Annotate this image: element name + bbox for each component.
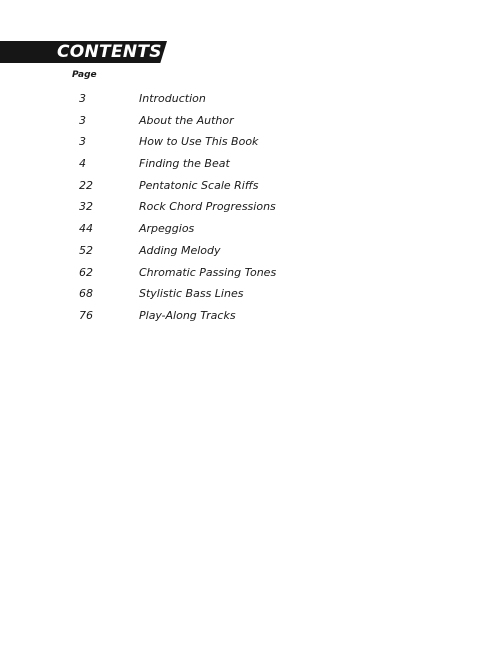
toc-page-number: 76 bbox=[79, 308, 93, 322]
toc-entry-title: Pentatonic Scale Riffs bbox=[139, 178, 259, 192]
toc-page-number: 44 bbox=[79, 222, 93, 236]
toc-page-number: 4 bbox=[79, 157, 86, 171]
toc-page-number: 68 bbox=[79, 287, 93, 301]
toc-entry[interactable] bbox=[0, 153, 500, 175]
toc-entry[interactable] bbox=[0, 88, 500, 110]
toc-entry[interactable] bbox=[0, 110, 500, 132]
toc-entry-title: Arpeggios bbox=[139, 222, 195, 236]
toc-entry-title: Play-Along Tracks bbox=[139, 308, 236, 322]
toc-entry[interactable] bbox=[0, 262, 500, 284]
toc-page-number: 3 bbox=[79, 135, 86, 149]
toc-entry-title: Adding Melody bbox=[139, 243, 221, 257]
toc-entry-title: About the Author bbox=[139, 113, 234, 127]
toc-entry[interactable] bbox=[0, 131, 500, 153]
toc-entry-title: Finding the Beat bbox=[139, 157, 230, 171]
toc-page-number: 22 bbox=[79, 178, 93, 192]
toc-entry[interactable] bbox=[0, 218, 500, 240]
toc-entry-title: Rock Chord Progressions bbox=[139, 200, 276, 214]
toc-entry-title: Introduction bbox=[139, 92, 206, 105]
page-title: CONTENTS bbox=[57, 42, 162, 62]
toc-page-number: 62 bbox=[79, 265, 93, 279]
toc-entry-title: How to Use This Book bbox=[139, 135, 259, 149]
toc-entry-title: Stylistic Bass Lines bbox=[139, 287, 244, 301]
toc-entry[interactable] bbox=[0, 305, 500, 327]
toc-entry[interactable] bbox=[0, 240, 500, 262]
toc-entry[interactable] bbox=[0, 196, 500, 218]
toc-page-number: 3 bbox=[79, 92, 86, 105]
toc-page-number: 52 bbox=[79, 243, 93, 257]
toc-entry-title: Chromatic Passing Tones bbox=[139, 265, 277, 279]
page-column-label: Page bbox=[72, 70, 97, 80]
toc-page-number: 3 bbox=[79, 113, 86, 127]
toc-page-number: 32 bbox=[79, 200, 93, 214]
toc-entry[interactable] bbox=[0, 175, 500, 197]
table-of-contents bbox=[0, 88, 500, 327]
toc-entry[interactable] bbox=[0, 283, 500, 305]
